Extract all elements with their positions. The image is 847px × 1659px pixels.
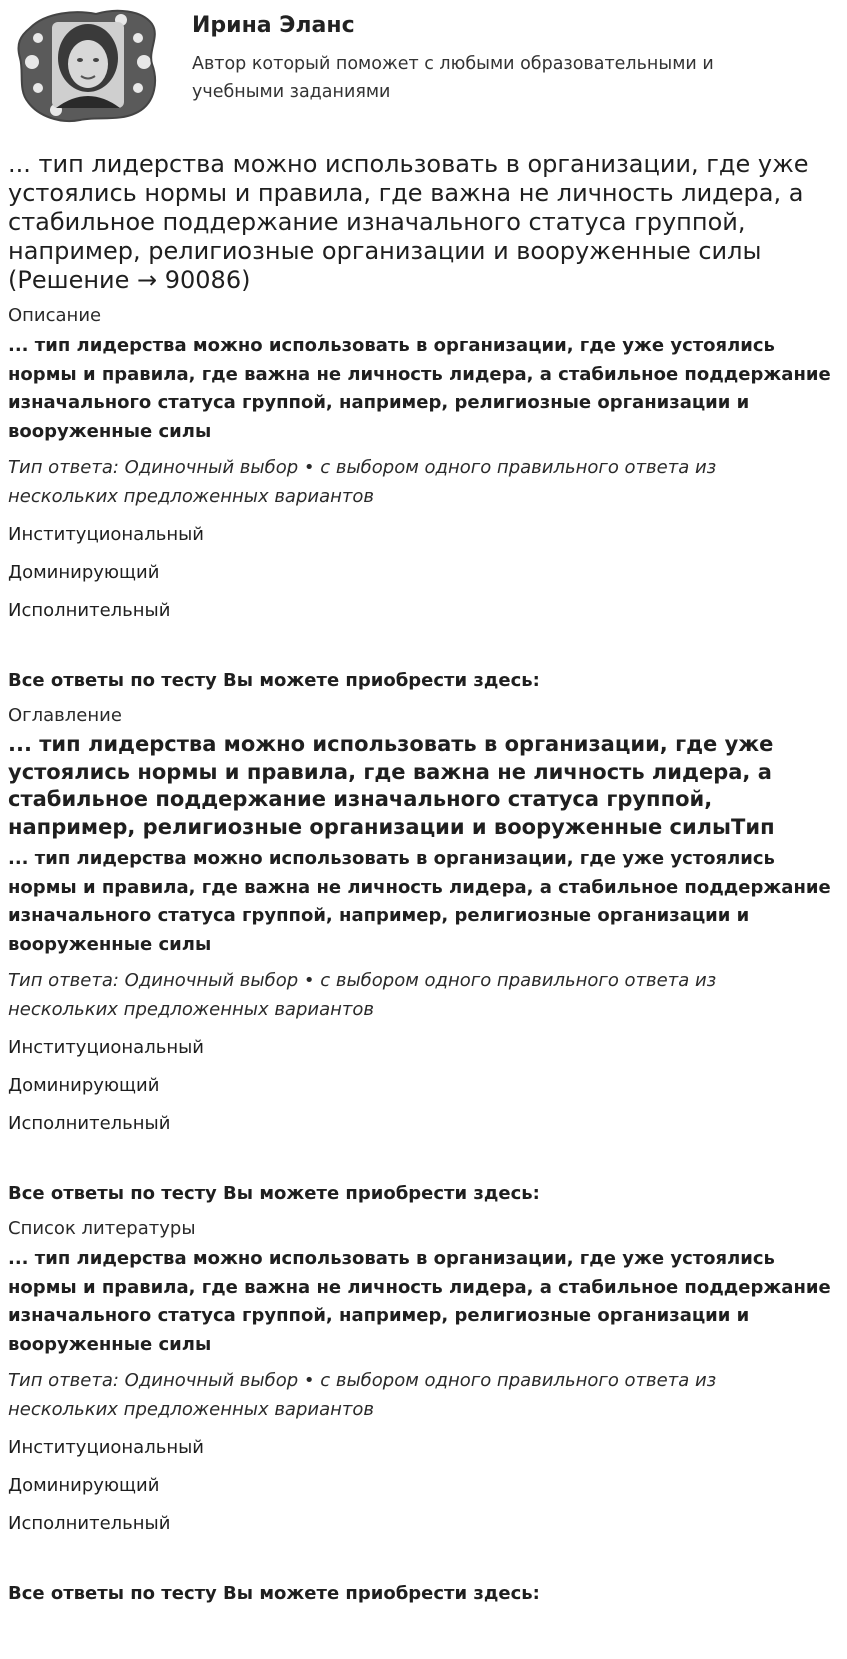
section-toc xyxy=(8,704,839,1208)
answer-option: Институциональный xyxy=(8,524,205,545)
answer-type: Тип ответа: Одиночный выбор • с выбором одного правильного ответа из нескольких предложенных вариантов xyxy=(8,457,717,507)
answer-type: Тип ответа: Одиночный выбор • с выбором одного правильного ответа из нескольких предложенных вариантов xyxy=(8,970,717,1020)
answer-option: Доминирующий xyxy=(8,1075,160,1096)
author-avatar[interactable] xyxy=(16,6,160,124)
buy-answers-text: Все ответы по тесту Вы можете приобрести здесь: xyxy=(8,1183,540,1204)
page-title: ... тип лидерства можно использовать в организации, где уже устоялись нормы и правила, где важна не личность лидера, а стабильное поддержание изначального статуса группой, например, религиозные организации и вооруженные силы (Решение → 90086) xyxy=(8,150,809,294)
answer-option: Доминирующий xyxy=(8,562,160,583)
section-label: Описание xyxy=(8,305,102,326)
author-description: Автор который поможет с любыми образовательными и учебными заданиями xyxy=(192,54,714,102)
answer-option: Институциональный xyxy=(8,1437,205,1458)
toc-heading: ... тип лидерства можно использовать в организации, где уже устоялись нормы и правила, где важна не личность лидера, а стабильное поддержание изначального статуса группой, например, религиозные организации и вооруженные силыТип xyxy=(8,732,775,839)
author-card xyxy=(8,0,839,128)
section-label: Список литературы xyxy=(8,1218,196,1239)
answer-option: Исполнительный xyxy=(8,600,171,621)
buy-answers-text: Все ответы по тесту Вы можете приобрести здесь: xyxy=(8,670,540,691)
author-name[interactable]: Ирина Эланс xyxy=(192,13,355,38)
question-text: ... тип лидерства можно использовать в организации, где уже устоялись нормы и правила, где важна не личность лидера, а стабильное поддержание изначального статуса группой, например, религиозные организации и вооруженные силы xyxy=(8,335,831,442)
answer-option: Исполнительный xyxy=(8,1513,171,1534)
section-bibliography xyxy=(8,1217,839,1608)
answer-type: Тип ответа: Одиночный выбор • с выбором одного правильного ответа из нескольких предложенных вариантов xyxy=(8,1370,717,1420)
question-text: ... тип лидерства можно использовать в организации, где уже устоялись нормы и правила, где важна не личность лидера, а стабильное поддержание изначального статуса группой, например, религиозные организации и вооруженные силы xyxy=(8,1248,831,1355)
section-label: Оглавление xyxy=(8,705,122,726)
answer-option: Доминирующий xyxy=(8,1475,160,1496)
answer-option: Исполнительный xyxy=(8,1113,171,1134)
buy-answers-text: Все ответы по тесту Вы можете приобрести здесь: xyxy=(8,1583,540,1604)
section-description xyxy=(8,304,839,695)
question-text: ... тип лидерства можно использовать в организации, где уже устоялись нормы и правила, где важна не личность лидера, а стабильное поддержание изначального статуса группой, например, религиозные организации и вооруженные силы xyxy=(8,848,831,955)
answer-option: Институциональный xyxy=(8,1037,205,1058)
